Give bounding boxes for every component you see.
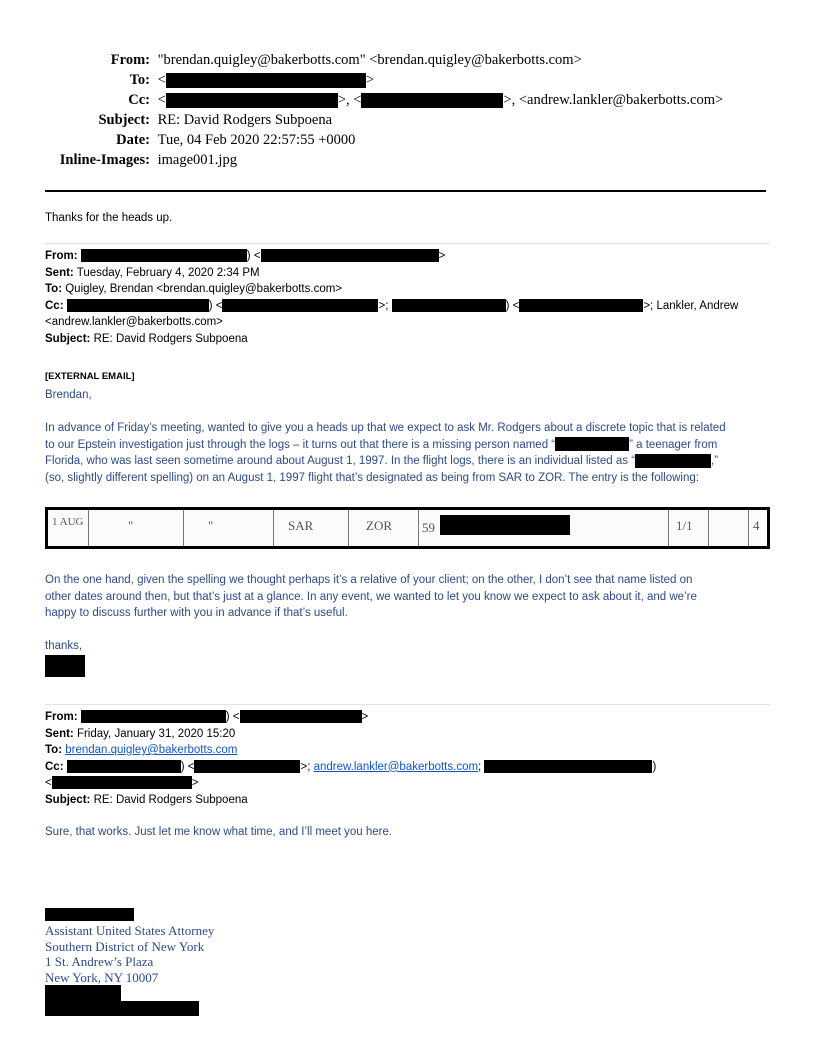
msg2-sent-label: Sent: [45,266,74,279]
signature-office: Southern District of New York [45,938,205,954]
cc-value: < >, < >, <andrew.lankler@bakerbotts.com> [157,92,724,108]
para2-line: happy to discuss further with you in advance if that’s useful. [45,607,348,619]
msg3-sent-row [45,726,770,743]
msg2-sent-row [45,265,770,282]
msg2-from-row: From: ) < > [45,250,446,262]
msg2-to-label: To: [45,283,63,295]
subject-label: Subject: [98,112,150,128]
log-column-line [748,510,749,546]
log-to: ZOR [366,518,392,533]
log-date: 1 AUG [52,516,84,528]
log-tally: 1/1 [676,518,693,533]
msg3-cc-line2: < > [45,777,199,789]
msg3-from-label: From: [45,711,78,723]
msg2-thanks: thanks, [45,640,83,652]
log-total: 4 [753,518,760,533]
from-value[interactable]: "brendan.quigley@bakerbotts.com" <brendan.quigley@bakerbotts.com> [157,52,582,68]
subject-value: RE: David Rodgers Subpoena [157,112,333,128]
msg2-to-row [45,281,770,298]
redaction-block [261,249,439,262]
redaction-block [52,776,192,789]
msg2-subject-row [45,331,770,348]
flight-log-image [45,507,770,549]
log-column-line [88,510,89,546]
msg3-header [45,709,770,808]
para1-text: ,” [711,455,719,467]
msg3-sent-value: Friday, January 31, 2020 15:20 [76,727,236,740]
signature-title: Assistant United States Attorney [45,923,215,938]
msg2-from-label: From: [45,250,78,262]
para1-text: Florida, who was last seen sometime around about August 1, 1997. In the flight logs, there is an individual listed as “ [45,455,636,467]
date-label: Date: [116,132,150,148]
log-from: SAR [288,518,314,533]
msg2-subject-value: RE: David Rodgers Subpoena [93,332,248,345]
inline-images-value[interactable]: image001.jpg [157,152,237,168]
to-value: < > [157,72,374,88]
header-from-row [0,52,582,69]
header-to-row [0,72,374,89]
redaction-block [81,249,247,262]
to-label: To: [129,72,150,88]
msg2-header [45,248,770,347]
redaction-block [67,299,209,312]
message-divider [45,704,770,705]
redaction-block [45,908,134,921]
header-subject-row [0,112,332,129]
external-email-tag: [EXTERNAL EMAIL] [45,371,135,382]
msg3-cc-label: Cc: [45,760,64,773]
log-column-line [348,510,349,546]
para1-line [45,437,775,454]
msg3-subject-value: RE: David Rodgers Subpoena [93,793,248,806]
para1-line: In advance of Friday’s meeting, wanted to give you a heads up that we expect to ask Mr. Rodgers about a discrete topic that is related [45,422,726,434]
para2-line: other dates around then, but that’s just at a glance. In any event, we wanted to let you know we expect to ask about it, and we’re [45,590,697,603]
log-ditto-2: " [208,518,214,533]
redaction-block [222,299,378,312]
msg3-cc-row: Cc: ) < >; andrew.lankler@bakerbotts.com; ) [45,760,657,773]
msg2-cc-tail: Lankler, Andrew [656,299,739,312]
cc-label: Cc: [128,92,150,108]
signature-block [45,923,214,985]
from-label: From: [110,52,150,68]
msg2-paragraph-2 [45,572,775,622]
redaction-block [45,985,121,1001]
cc-tail[interactable]: <andrew.lankler@bakerbotts.com> [518,92,724,108]
msg3-body: Sure, that works. Just let me know what time, and I’ll meet you here. [45,826,393,838]
signature-address-1: 1 St. Andrew’s Plaza [45,954,154,969]
header-date-row [0,132,355,149]
header-inline-images-row [0,152,237,169]
log-column-line [273,510,274,546]
redaction-block [81,710,226,723]
redaction-block [194,760,300,773]
redaction-block [240,710,362,723]
para1-line: (so, slightly different spelling) on an August 1, 1997 flight that’s designated as being from SAR to ZOR. The entry is the following: [45,471,699,484]
msg2-cc-line2: <andrew.lankler@bakerbotts.com> [45,316,223,328]
redaction-block [166,73,366,88]
redaction-block [484,760,652,773]
msg2-cc-label: Cc: [45,299,64,312]
log-number: 59 [422,520,435,535]
msg3-from-row: From: ) < > [45,711,369,723]
log-column-line [668,510,669,546]
msg2-subject-label: Subject: [45,332,91,345]
header-cc-row [0,92,723,109]
para2-line: On the one hand, given the spelling we thought perhaps it’s a relative of your client; on the other, I don’t see that name listed on [45,574,693,586]
msg3-to-row [45,742,770,759]
redaction-block [67,760,181,773]
date-value: Tue, 04 Feb 2020 22:57:55 +0000 [157,132,356,148]
redaction-block [361,93,503,108]
msg3-to-label: To: [45,744,63,756]
msg3-subject-row [45,792,770,809]
redaction-block [166,93,338,108]
redaction-block [519,299,643,312]
para1-line [45,453,775,470]
message-divider [45,243,770,244]
msg2-greeting: Brendan, [45,389,92,401]
msg3-sent-label: Sent: [45,727,74,740]
reply-text: Thanks for the heads up. [45,212,173,224]
redaction-block [635,454,711,468]
header-divider [45,190,766,192]
redaction-block [45,655,85,677]
msg3-cc-link[interactable]: andrew.lankler@bakerbotts.com [313,760,479,773]
msg3-subject-label: Subject: [45,793,91,806]
msg2-sent-value: Tuesday, February 4, 2020 2:34 PM [76,266,260,279]
para1-text: ” a teenager from [629,438,718,451]
log-column-line [183,510,184,546]
signature-address-2: New York, NY 10007 [45,969,159,985]
msg3-to-link[interactable]: brendan.quigley@bakerbotts.com [65,744,238,756]
msg2-cc-row: Cc: ) < >; ) < >; Lankler, Andrew [45,299,739,312]
redaction-block [555,437,629,451]
msg2-paragraph-1 [45,420,775,486]
redaction-block [392,299,506,312]
redaction-block [45,1001,199,1016]
inline-images-label: Inline-Images: [59,152,150,168]
log-column-line [418,510,419,546]
msg2-to-value: Quigley, Brendan <brendan.quigley@bakerbotts.com> [65,283,343,295]
redaction-block [440,515,570,535]
log-column-line [708,510,709,546]
log-ditto-1: " [128,518,134,533]
para1-text: to our Epstein investigation just through the logs – it turns out that there is a missing person named “ [45,438,556,451]
